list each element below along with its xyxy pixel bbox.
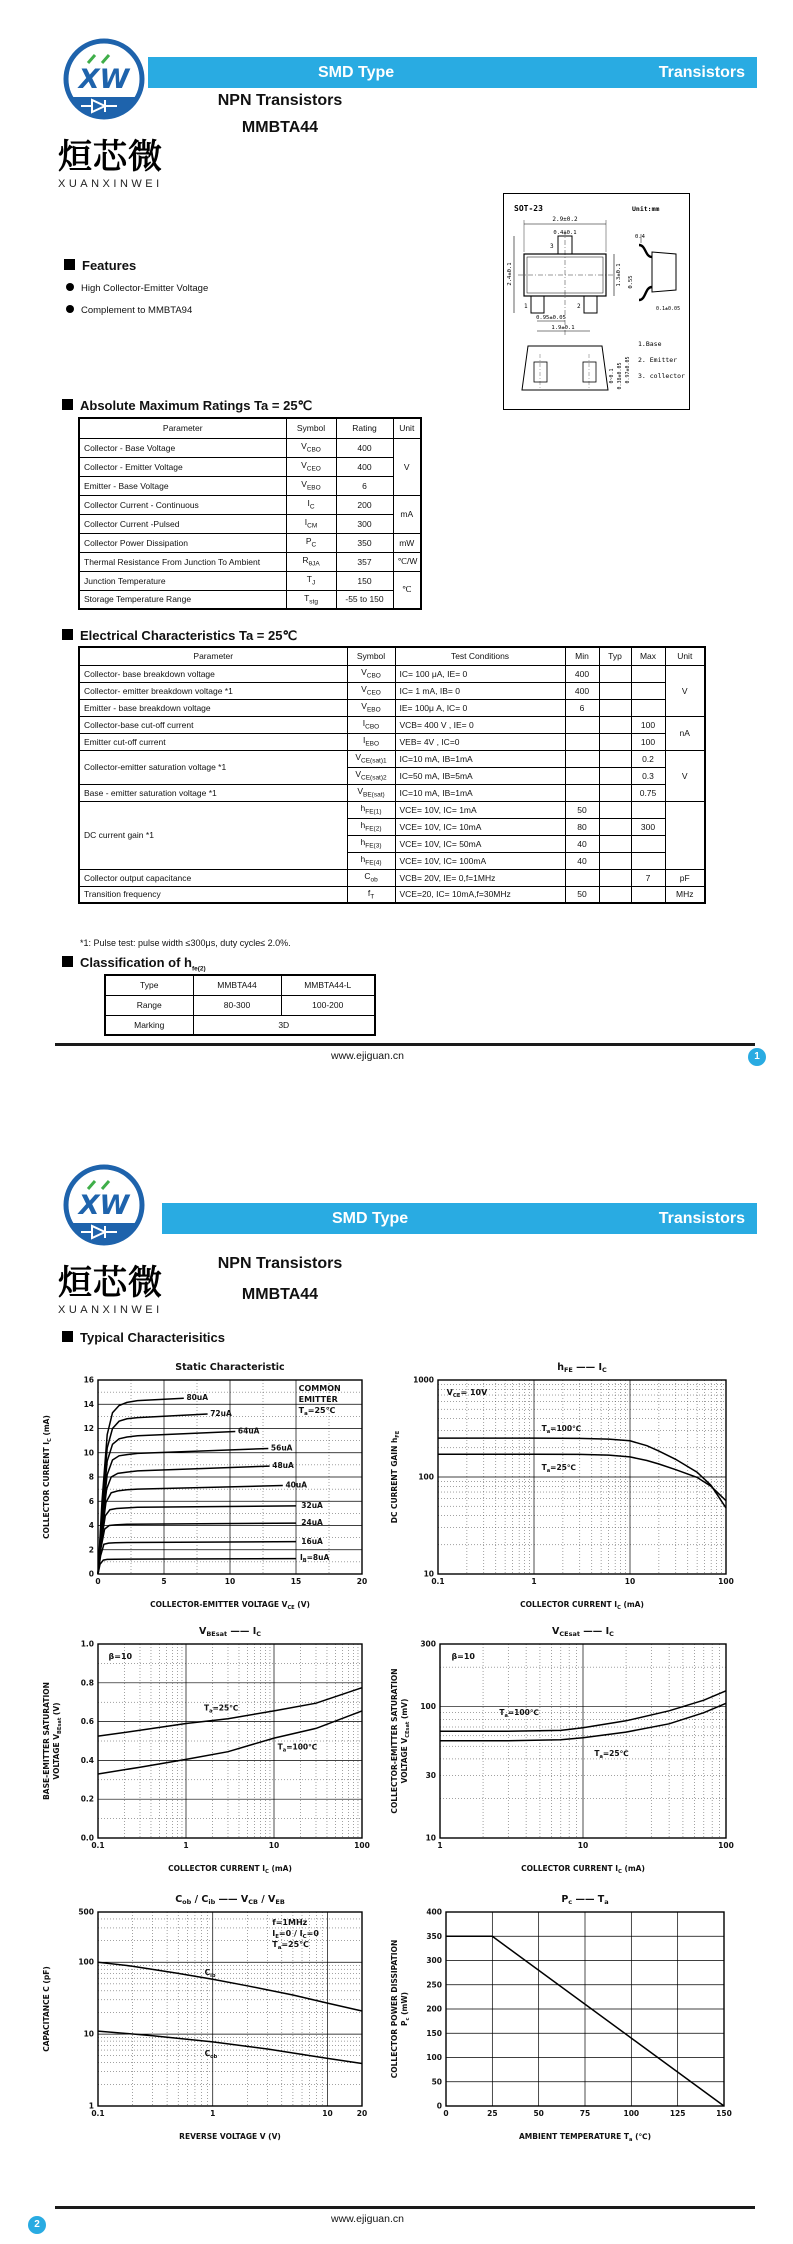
svg-text:COLLECTOR POWER DISSIPATION: COLLECTOR POWER DISSIPATION: [390, 1939, 399, 2079]
section-square-icon: [62, 956, 73, 967]
svg-text:IE=0 / IC=0: $I_E=0 / I_C=0$: [272, 1928, 319, 1940]
svg-text:1: 1: [531, 1577, 537, 1586]
table-row: Base - emitter saturation voltage *1 $V_{BE(sat)}$ IC=10 mA, IB=1mA 0.75: [79, 784, 705, 801]
svg-text:14: 14: [83, 1399, 94, 1409]
svg-text:Ta=100℃: $T_a=100℃$: [541, 1424, 582, 1436]
svg-text:0.0: 0.0: [80, 1833, 94, 1843]
dim-pin-pitch: 0.95±0.05: [536, 315, 566, 321]
svg-text:Ta=25℃: $T_a=25℃$: [203, 1703, 239, 1715]
col-header: Symbol: [286, 418, 336, 438]
pin-legend-base: 1.Base: [638, 340, 662, 348]
svg-text:24uA: 24uA: [301, 1517, 323, 1527]
svg-text:56uA: 56uA: [270, 1443, 293, 1453]
svg-text:Ta=25℃: $T_a=25℃$: [272, 1939, 309, 1951]
chart-static-characteristic: [40, 1354, 380, 1617]
svg-text:100: 100: [420, 1702, 436, 1712]
absolute-maximum-ratings-table: [78, 417, 422, 610]
svg-text:β=10: β=10: [451, 1651, 476, 1661]
table-row: Collector Current -Pulsed $I_{CM}$ 300: [79, 514, 421, 533]
svg-text:10: 10: [423, 1569, 434, 1579]
svg-text:10: 10: [83, 2029, 94, 2039]
svg-text:12: 12: [83, 1424, 94, 1433]
chart-vcesat-vs-ic: [388, 1618, 744, 1881]
svg-text:XW: XW: [78, 1190, 130, 1221]
svg-text:β=10: β=10: [108, 1651, 133, 1661]
svg-text:VOLTAGE VCEsat (mV): VOLTAGE $V_{CEsat}$ (mV): [400, 1698, 411, 1784]
brand-name-cn: 烜芯微: [58, 137, 163, 177]
dim-height2: 0.97±0.05: [625, 356, 631, 384]
table-row: Type MMBTA44 MMBTA44-L: [105, 975, 375, 995]
dim-lead-thickness: 0.4: [635, 234, 645, 240]
feature-item-1: High Collector-Emitter Voltage: [66, 283, 208, 294]
svg-text:200: 200: [426, 2004, 442, 2014]
col-header: Unit: [393, 418, 421, 438]
svg-text:EMITTER: EMITTER: [298, 1394, 338, 1404]
svg-text:250: 250: [426, 1980, 442, 1990]
svg-text:32uA: 32uA: [301, 1500, 323, 1510]
svg-text:f=1MHz: f=1MHz: [272, 1917, 308, 1927]
svg-text:5: 5: [161, 1577, 167, 1586]
doc-title-line2: MMBTA44: [241, 119, 319, 136]
svg-text:Pc —— Ta: $P_c$ —— $T_a$: [561, 1894, 609, 1906]
svg-text:VOLTAGE VBEsat (V): VOLTAGE $V_{BEsat}$ (V): [52, 1702, 63, 1780]
svg-text:COLLECTOR CURRENT IC (mA: COLLECTOR CURRENT $I_C$ (mA): [520, 1600, 644, 1611]
svg-text:100: 100: [418, 1472, 434, 1482]
svg-text:0: 0: [88, 1569, 94, 1579]
svg-text:75: 75: [579, 2109, 591, 2118]
svg-text:350: 350: [426, 1931, 442, 1941]
table-row: Collector - Emitter Voltage $V_{CEO}$ 400: [79, 457, 421, 476]
typical-characteristics-heading: Typical Characterisitics: [62, 1330, 225, 1345]
table-row: $h_{FE(3)}$ VCE= 10V, IC= 50mA 40: [79, 835, 705, 852]
dim-body-width: 2.9±0.2: [552, 216, 578, 223]
svg-text:0.1: 0.1: [431, 1577, 445, 1586]
svg-text:2: 2: [88, 1545, 94, 1555]
bullet-icon: [66, 283, 74, 291]
svg-text:1000: 1000: [413, 1375, 434, 1385]
svg-text:100: 100: [78, 1957, 94, 1967]
dim-coplanarity: 0~0.1: [609, 368, 615, 384]
features-heading: Features: [64, 258, 136, 273]
col-header: Parameter: [79, 418, 286, 438]
svg-text:150: 150: [716, 2109, 732, 2118]
svg-text:Ta=100℃: $T_a=100℃$: [277, 1742, 318, 1754]
footer-divider: [55, 2206, 755, 2209]
svg-text:400: 400: [426, 1907, 442, 1917]
svg-text:100: 100: [623, 2109, 640, 2118]
package-unit-label: Unit:mm: [632, 205, 660, 213]
svg-text:AMBIENT TEMPERATURE Ta: AMBIENT TEMPERATURE $T_a$ (℃): [518, 2132, 652, 2143]
section-square-icon: [62, 1331, 73, 1342]
table-row: Collector-base cut-off current $I_{CBO}$ VCB= 400 V , IE= 0 100 nA: [79, 716, 705, 733]
svg-text:hFE —— IC: $h_{FE}$ —— $I_C$: [557, 1362, 607, 1374]
section-square-icon: [64, 259, 75, 270]
classification-table: [104, 974, 376, 1036]
logo-icon: [58, 1162, 150, 1250]
svg-text:64uA: 64uA: [237, 1426, 260, 1436]
svg-text:6: 6: [88, 1496, 94, 1506]
svg-text:10: 10: [577, 1841, 589, 1850]
table-row: Collector- emitter breakdown voltage *1 $V_{CEO}$ IC= 1 mA, IB= 0 400: [79, 682, 705, 699]
svg-text:Cib: $C_{ib}$: [204, 1967, 216, 1979]
table-row: Transition frequency $f_T$ VCE=20, IC= 10mA,f=30MHz 50 MHz: [79, 886, 705, 903]
svg-text:125: 125: [669, 2109, 686, 2118]
chart-vbesat-vs-ic: [40, 1618, 380, 1881]
svg-text:CAPACITANCE C (pF): CAPACITANCE C (pF): [42, 1966, 51, 2052]
pin-legend-emitter: 2. Emitter: [638, 356, 678, 364]
footer-url[interactable]: www.ejiguan.cn: [331, 2213, 404, 2225]
logo-icon: [58, 36, 150, 124]
footer-url[interactable]: www.ejiguan.cn: [331, 1050, 404, 1062]
dim-pin-span: 1.9±0.1: [551, 325, 575, 331]
svg-text:100: 100: [354, 1841, 370, 1850]
svg-text:0.2: 0.2: [80, 1794, 94, 1804]
svg-text:Cob: $C_{ob}$: [204, 2048, 218, 2060]
chart-pc-vs-ta: [388, 1886, 744, 2149]
svg-text:1.0: 1.0: [80, 1639, 94, 1649]
svg-text:10: 10: [83, 1448, 94, 1458]
svg-text:COLLECTOR CURRENT IC (mA: COLLECTOR CURRENT $I_C$ (mA): [168, 1864, 292, 1875]
svg-text:25: 25: [487, 2109, 498, 2118]
svg-text:0.1: 0.1: [91, 2109, 105, 2118]
svg-text:VBEsat —— IC: $V_{BEsat}$ —— $I_C$: [198, 1626, 262, 1638]
svg-text:Ta=100℃: $T_a=100℃$: [499, 1708, 539, 1720]
svg-text:72uA: 72uA: [210, 1408, 232, 1418]
doc-title-line1: NPN Transistors: [217, 1255, 343, 1272]
svg-text:Ta=25℃: $T_a=25℃$: [541, 1463, 576, 1475]
electrical-characteristics-table: Parameter Symbol Test Conditions Min Typ Max Unit Collector- base breakdown voltage $V_{CBO}$ IC= 100 μA, IE= 0 400 V Collector- emitter breakdown voltage *1 $V_{CEO}$ IC= 1 mA, IB= 0 400 Emitter - base breakdown voltage $V_{EBO}$ IE= 100μ A, IC= 0 6 Collector-base cut-off current $I_{CBO}$ VCB= 400 V , IE= 0 100 nA Emitter cut-off current $I_{EBO}$ VEB= 4V , IC=0 100 Collector-emitter saturation voltage *1 $V_{CE(sat)1}$ IC=10 mA, IB=1mA 0.2 V $V_{CE(sat)2}$ IC=50 mA, IB=5mA 0.3 Base - emitter saturation voltage *1 $V_{BE(sat)}$ IC=10 mA, IB=1mA 0.75 DC current gain *1 $h_{FE(1)}$ VCE= 10V, IC= 1mA 50 $h_{FE(2)}$ VCE= 10V, IC= 10mA 80 300 $h_{FE(3)}$ VCE= 10V, IC= 50mA 40 $h_{FE(4)}$ VCE= 10V, IC= 100mA 40 Collector output capacitance $C_{ob}$ VCB= 20V, IE= 0,f=1MHz 7 pF Transition frequency $f_T$ VCE=20, IC= 10mA,f=30MHz 50 MHz: [78, 646, 706, 904]
pin-legend-collector: 3. collector: [638, 372, 685, 380]
svg-text:0: 0: [95, 1577, 101, 1586]
svg-text:Ta=25℃: $T_a=25℃$: [298, 1405, 336, 1417]
svg-text:100: 100: [718, 1577, 734, 1586]
svg-text:XW: XW: [78, 64, 130, 95]
svg-text:50: 50: [431, 2077, 442, 2087]
doc-title-line1: NPN Transistors: [217, 92, 343, 109]
svg-text:Static Characteristic: Static Characteristic: [175, 1362, 285, 1373]
col-header: Rating: [336, 418, 393, 438]
svg-text:40uA: 40uA: [285, 1480, 308, 1490]
chart-hfe-vs-ic: [388, 1354, 744, 1617]
table-row: $h_{FE(2)}$ VCE= 10V, IC= 10mA 80 300: [79, 818, 705, 835]
classification-heading: Classification of $h_{fe(2)}$: [62, 955, 206, 973]
svg-text:COLLECTOR CURRENT IC (mA): COLLECTOR CURRENT $I_C$ (mA): [42, 1415, 53, 1539]
svg-text:Ta=25℃: $T_a=25℃$: [594, 1748, 629, 1760]
dim-lead-foot: 0.1±0.05: [656, 306, 681, 312]
package-outline-box: [503, 193, 690, 410]
brand-name-en: XUANXINWEI: [58, 178, 163, 190]
feature-item-2: Complement to MMBTA94: [66, 305, 192, 316]
table-row: DC current gain *1 $h_{FE(1)}$ VCE= 10V, IC= 1mA 50: [79, 801, 705, 818]
pin1-number: 1: [524, 303, 528, 310]
svg-text:30: 30: [425, 1770, 436, 1780]
brand-name-en: XUANXINWEI: [58, 1304, 163, 1316]
svg-text:150: 150: [426, 2028, 442, 2038]
svg-text:100: 100: [718, 1841, 734, 1850]
footer-divider: [55, 1043, 755, 1046]
svg-text:REVERSE VOLTAGE V (V): REVERSE VOLTAGE V (V): [179, 2132, 281, 2141]
svg-text:10: 10: [624, 1577, 636, 1586]
section-square-icon: [62, 399, 73, 410]
package-label: SOT-23: [514, 204, 543, 213]
svg-text:COLLECTOR-EMITTER SATURATION: COLLECTOR-EMITTER SATURATION: [390, 1668, 399, 1814]
svg-text:0.4: 0.4: [80, 1755, 94, 1765]
svg-text:DC CURRENT GAIN hFE: DC CURRENT GAIN $h_{FE}$: [390, 1430, 401, 1524]
table-row: Collector-emitter saturation voltage *1 $V_{CE(sat)1}$ IC=10 mA, IB=1mA 0.2 V: [79, 750, 705, 767]
section-square-icon: [62, 629, 73, 640]
svg-text:8: 8: [88, 1472, 94, 1482]
svg-text:300: 300: [426, 1956, 442, 1965]
page-number-badge: 2: [28, 2216, 46, 2234]
dim-body-depth: 1.3±0.1: [616, 263, 622, 287]
svg-text:0: 0: [443, 2109, 449, 2118]
table-row: Marking 3D: [105, 1015, 375, 1035]
table-row: Collector Power Dissipation $P_C$ 350 mW: [79, 533, 421, 552]
svg-text:1: 1: [437, 1841, 443, 1850]
svg-text:COLLECTOR-EMITTER VOLTAGE V: COLLECTOR-EMITTER VOLTAGE $V_{CE}$ (V): [150, 1600, 310, 1611]
svg-text:VCEsat —— IC: $V_{CEsat}$ —— $I_C$: [552, 1626, 614, 1638]
svg-text:COLLECTOR CURRENT IC (mA: COLLECTOR CURRENT $I_C$ (mA): [521, 1864, 645, 1875]
svg-text:10: 10: [322, 2109, 333, 2118]
dim-body-height: 2.4±0.1: [507, 262, 513, 286]
svg-text:0: 0: [436, 2101, 442, 2111]
svg-text:20: 20: [356, 1577, 368, 1586]
svg-text:1: 1: [210, 2109, 216, 2118]
svg-text:10: 10: [268, 1841, 280, 1850]
bullet-icon: [66, 305, 74, 313]
page-number-badge: 1: [748, 1048, 766, 1066]
table-row: Thermal Resistance From Junction To Ambient $R_{\theta JA}$ 357 ℃/W: [79, 552, 421, 571]
doc-title-line2: MMBTA44: [241, 1286, 319, 1303]
table-row: Emitter - Base Voltage $V_{EBO}$ 6: [79, 476, 421, 495]
svg-text:50: 50: [533, 2109, 544, 2118]
svg-text:48uA: 48uA: [272, 1460, 294, 1470]
sot23-package-drawing: [504, 194, 689, 409]
svg-text:0.6: 0.6: [80, 1717, 94, 1727]
table-row: Collector output capacitance $C_{ob}$ VCB= 20V, IE= 0,f=1MHz 7 pF: [79, 869, 705, 886]
dim-standoff: 0.55: [628, 275, 634, 289]
table-row: Storage Temperature Range $T_{stg}$ -55 to 150: [79, 590, 421, 609]
chart-cob-cib-vs-voltage: [40, 1886, 380, 2149]
table-row: $V_{CE(sat)2}$ IC=50 mA, IB=5mA 0.3: [79, 767, 705, 784]
table-row: Emitter cut-off current $I_{EBO}$ VEB= 4V , IC=0 100: [79, 733, 705, 750]
svg-text:300: 300: [420, 1639, 436, 1649]
header-bar: [162, 1203, 757, 1234]
svg-text:0.8: 0.8: [80, 1678, 94, 1688]
svg-text:4: 4: [88, 1521, 94, 1530]
header-bar-left-label: SMD Type: [332, 1210, 409, 1227]
svg-text:16uA: 16uA: [301, 1536, 323, 1546]
table-row: Collector- base breakdown voltage $V_{CBO}$ IC= 100 μA, IE= 0 400 V: [79, 665, 705, 682]
header-bar-right-label: Transistors: [658, 64, 745, 81]
table-row: Collector - Base Voltage $V_{CBO}$ 400 V: [79, 438, 421, 457]
elec-char-heading: Electrical Characteristics Ta = 25℃: [62, 628, 297, 644]
svg-text:16: 16: [83, 1375, 94, 1385]
svg-text:IB=8uA: $I_B=8uA$: [299, 1553, 330, 1565]
svg-text:10: 10: [224, 1577, 236, 1586]
svg-text:BASE-EMITTER SATURATION: BASE-EMITTER SATURATION: [42, 1682, 51, 1800]
table-row: Collector Current - Continuous $I_C$ 200 mA: [79, 495, 421, 514]
svg-text:0.1: 0.1: [91, 1841, 105, 1850]
svg-text:500: 500: [78, 1907, 94, 1917]
svg-text:COMMON: COMMON: [298, 1383, 341, 1393]
pulse-test-note: *1: Pulse test: pulse width ≤300μs, duty cycle≤ 2.0%.: [80, 938, 291, 948]
svg-text:15: 15: [290, 1577, 302, 1586]
svg-text:1: 1: [183, 1841, 189, 1850]
brand-name-cn: 烜芯微: [58, 1263, 163, 1303]
svg-text:Pc (mW): $P_c$ (mW): [400, 1991, 411, 2027]
dim-lead-width2: 0.38±0.05: [617, 362, 623, 390]
svg-text:Cob / Cib —— VCB / VEB: $C_{ob} / C_{ib}$ —— $V_{CB} / V_{EB}$: [175, 1894, 285, 1906]
svg-text:20: 20: [356, 2109, 368, 2118]
header-bar: [148, 57, 757, 88]
table-row: Junction Temperature $T_J$ 150 ℃: [79, 571, 421, 590]
table-row: $h_{FE(4)}$ VCE= 10V, IC= 100mA 40: [79, 852, 705, 869]
svg-text:1: 1: [88, 2101, 94, 2111]
header-bar-left-label: SMD Type: [318, 64, 395, 81]
svg-text:100: 100: [426, 2053, 442, 2062]
page-2: [0, 1122, 793, 2244]
table-row: Emitter - base breakdown voltage $V_{EBO}$ IE= 100μ A, IC= 0 6: [79, 699, 705, 716]
svg-text:VCE= 10V: $V_{CE}= 10V$: [446, 1387, 488, 1399]
pin3-number: 3: [550, 243, 554, 250]
dim-pin-width: 0.4±0.1: [553, 230, 577, 236]
header-bar-right-label: Transistors: [658, 1210, 745, 1227]
table-row: Range 80-300 100-200: [105, 995, 375, 1015]
svg-text:10: 10: [425, 1833, 436, 1843]
svg-text:80uA: 80uA: [186, 1393, 209, 1403]
abs-max-heading: Absolute Maximum Ratings Ta = 25℃: [62, 398, 312, 414]
pin2-number: 2: [577, 303, 581, 310]
